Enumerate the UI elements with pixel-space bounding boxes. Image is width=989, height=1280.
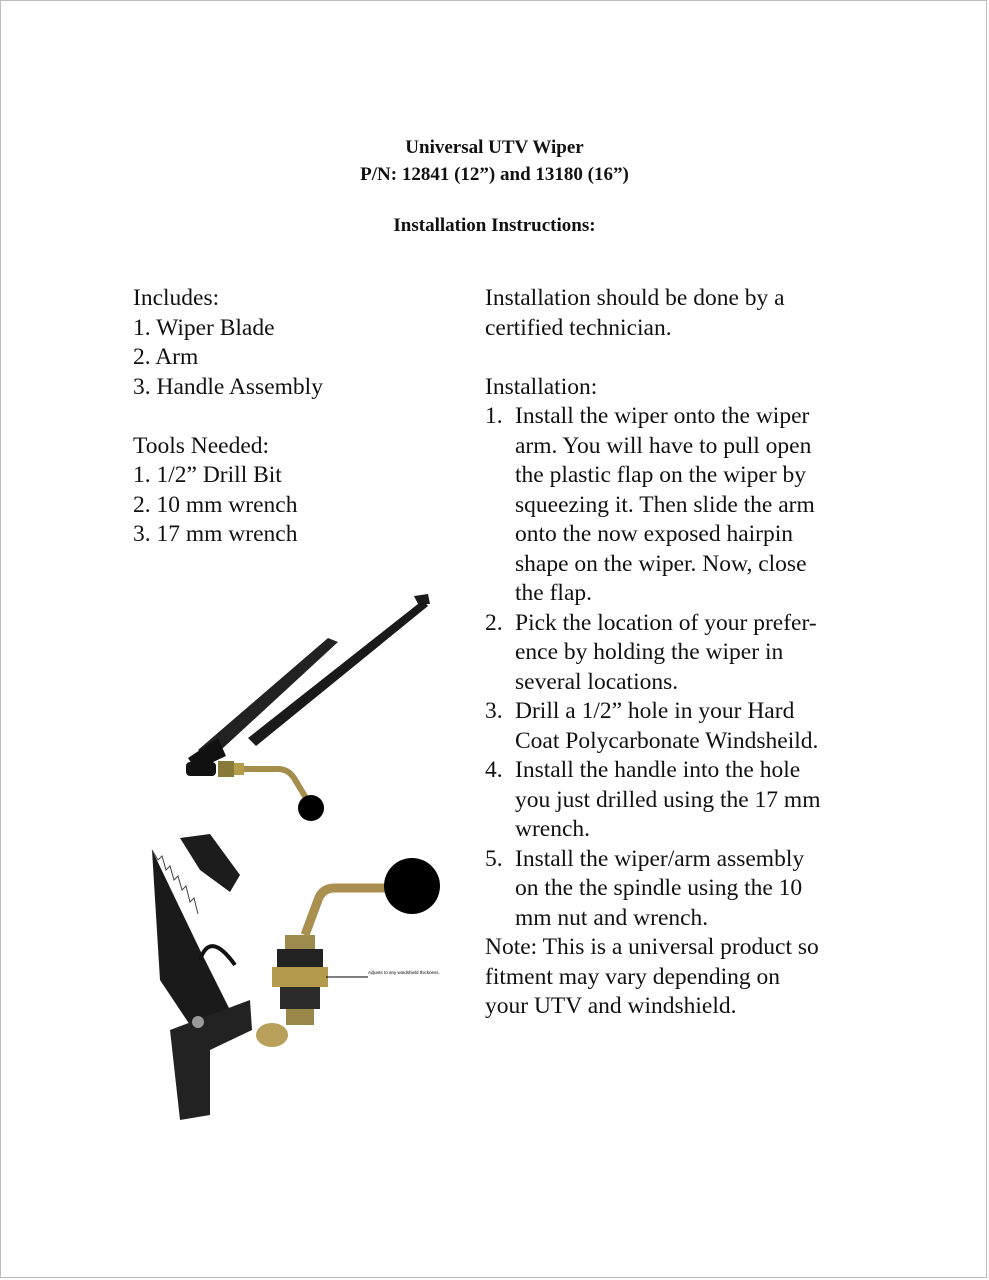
tools-item: 2. 10 mm wrench <box>133 491 298 518</box>
step-number: 3. <box>485 698 503 724</box>
thickness-callout: Adjusts to any windshield thickness. <box>368 970 440 975</box>
step-text: Install the handle into the hole you just drilled using the 17 mm wrench. <box>515 757 821 842</box>
step-number: 5. <box>485 845 503 872</box>
step-number: 2. <box>485 609 503 636</box>
installation-step <box>485 756 865 845</box>
step-text: Install the wiper/arm assembly on the the spindle using the 10 mm nut and wrench. <box>515 845 805 931</box>
handle-closeup-image <box>140 830 450 1130</box>
universal-note: Note: This is a universal product so fitment may vary depending on your UTV and windshield. <box>485 934 819 1019</box>
includes-item: 2. Arm <box>133 344 199 370</box>
step-text: Pick the location of your prefer- ence by holding the wiper in several locations. <box>515 609 817 695</box>
left-column <box>133 284 463 550</box>
includes-item: 3. Handle Assembly <box>133 373 323 400</box>
part-numbers: P/N: 12841 (12”) and 13180 (16”) <box>360 164 629 185</box>
wiper-assembly-image <box>178 588 438 828</box>
step-text: Install the wiper onto the wiper arm. You will have to pull open the plastic flap on the wiper by squeezing it. Then slide the arm onto the now exposed hairpin shape on the wiper. Now, close the flap. <box>515 403 815 606</box>
step-number: 4. <box>485 757 503 783</box>
includes-item: 1. Wiper Blade <box>133 314 275 341</box>
instructions-heading: Installation Instructions: <box>393 215 596 236</box>
step-number: 1. <box>485 403 503 429</box>
right-column <box>485 284 865 1022</box>
tools-item: 1. 1/2” Drill Bit <box>133 462 282 488</box>
installation-step <box>485 609 865 698</box>
installation-heading: Installation: <box>485 373 598 400</box>
tools-item: 3. 17 mm wrench <box>133 521 298 547</box>
technician-notice: Installation should be done by a certified technician. <box>485 285 785 341</box>
step-text: Drill a 1/2” hole in your Hard Coat Polycarbonate Windsheild. <box>515 698 819 754</box>
document-title: Universal UTV Wiper <box>405 137 584 158</box>
installation-step <box>485 845 865 934</box>
installation-step <box>485 402 865 609</box>
installation-step <box>485 697 865 756</box>
tools-heading: Tools Needed: <box>133 432 270 459</box>
includes-heading: Includes: <box>133 285 220 311</box>
